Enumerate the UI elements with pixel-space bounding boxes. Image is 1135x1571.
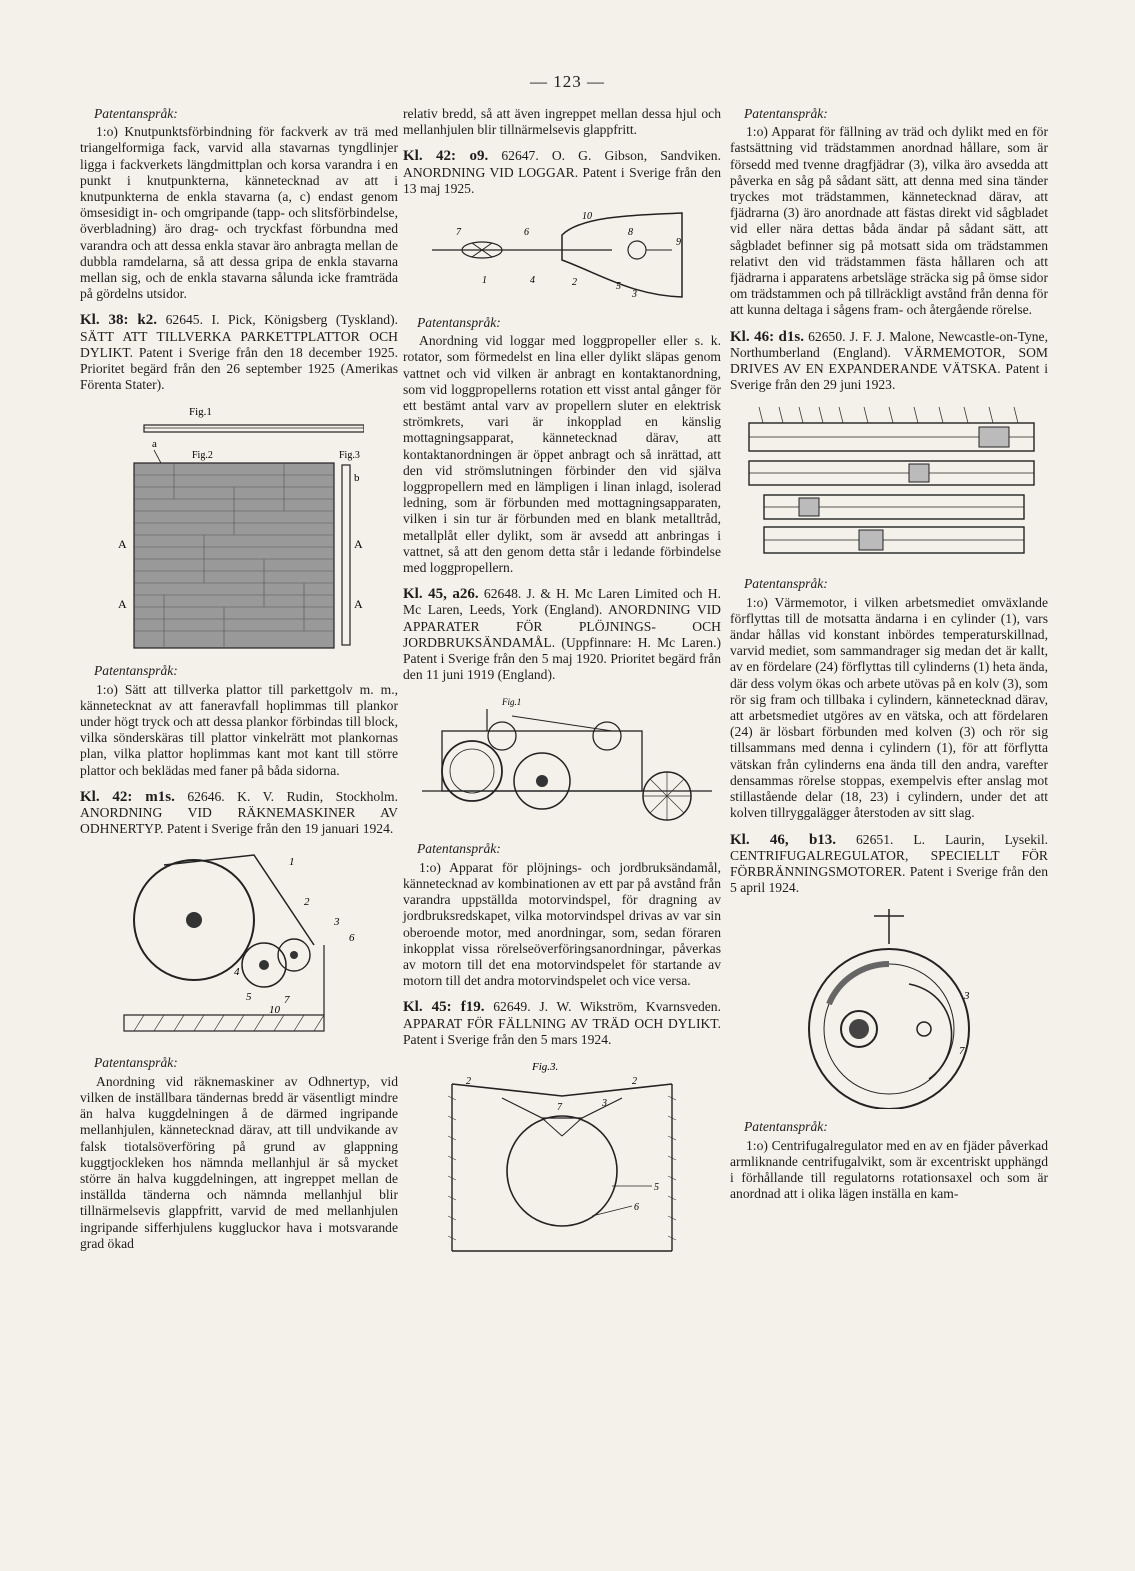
claim-heading: Patentanspråk: — [744, 576, 828, 592]
fig-label: 2 — [466, 1075, 471, 1087]
fig-label: 8 — [628, 227, 633, 239]
fig-label: a — [152, 438, 157, 451]
class-label: Kl. 38: k2. — [80, 312, 158, 329]
figure-regulator — [789, 904, 989, 1109]
entry-text: 62650. J. F. J. Malone, Newcastle-on-Tyne, Northumberland (England). VÄRMEMOTOR, SOM DRIVES AV EN EXPANDERANDE VÄTSKA. Patent i Sverige från den 29 juni 1923. — [730, 328, 1048, 393]
claim-heading: Patentanspråk: — [94, 106, 178, 121]
fig-label: 10 — [582, 211, 592, 223]
fig-label: 4 — [234, 966, 240, 979]
patent-entry — [403, 999, 721, 1048]
fig-label: 9 — [676, 237, 681, 249]
fig-label: 2 — [572, 277, 577, 289]
claim-text: Anordning vid loggar med loggpropeller eller s. k. rotator, som förmedelst en lina eller dylikt släpas genom vattnet och vid vilken är anbragt en kontaktanordning, som vid loggpropellerns rotation ett visst antal gånger för ett bestämt antal varv av propellern sluter en elektrisk strömkrets, vari är inkopplad en känslig mottagningsapparat, kännetecknad därav, att kontaktanordningen är öppet anbragt och så inrättad, att den vid strömslutningen förbinder den vid själva loggpropellern med en lämpligen i linan inlagd, isolerad ledning, som är förbunden med mottagningsapparaten, vilken i sin tur är förbunden med en blank metalltråd, metallplåt eller dylikt, som är avsedd att anbringas i vattnet, så att den genom detta står i ledande förbindelse med loggpropellern. — [403, 333, 721, 576]
claim-text: 1:o) Apparat för plöjnings- och jordbruksändamål, kännetecknad av kombinationen av ett par på avstånd från varandra uppställda motorvindspel, för dragning av jordbruksredskapet, vilka motorvindspel drivas av var sin oberoende motor, med anordningar, som, sedan föraren inkopplat vissa rörelseöverföringsanordningar, påverkas av motorn till det ena motorvindspelet för startande av motorn till det andra motorvindspelet och vice versa. — [403, 859, 721, 989]
continued-text: relativ bredd, så att även ingreppet mellan dessa hjul och mellanhjulen blir tillnärmelsevis glappfritt. — [403, 106, 721, 138]
claim-text: 1:o) Värmemotor, i vilken arbetsmediet omväxlande förflyttas till de motsatta ändarna i en cylinder (1), vars ändar hållas vid konstant inbördes temperaturskillnad, varvid mediet, som sammandrager sig medan det är kallt, av en fördelare (24) förflyttas till cylinderns (1) heta ända, där dess volym ökas och arbete utövas på en kolv (3), som rör sig fram och tillbaka i cylindern, kännetecknad därav, att arbetsmediet utgöres av en vätska, och att fördelaren (24) är lösbart förbunden med kolven (3) och rör sig tillsammans med denna i cylindern (1), för att förflytta vätskan från cylinderns ena ända till den andra, varefter densammas rörelse stoppas, exempelvis efter anslag mot stillastående delar (18, 23) i cylindern, under det att kolven tillryggalägger återstoden av sitt slag. — [730, 594, 1048, 821]
fig-label: b — [354, 472, 360, 485]
fig-label: Fig.2 — [192, 450, 213, 462]
page-number: — 123 — — [530, 72, 605, 91]
claim-heading: Patentanspråk: — [744, 1119, 828, 1135]
claim-heading: Patentanspråk: — [417, 841, 501, 857]
figure-saw — [442, 1056, 682, 1256]
patent-entry — [80, 789, 398, 838]
fig-label: 3 — [632, 289, 637, 301]
figure-logg — [432, 205, 692, 305]
fig-label: Fig.1 — [502, 697, 522, 708]
fig-label: A — [118, 537, 127, 552]
patent-entry — [403, 586, 721, 683]
claim-text: 1:o) Sätt att tillverka plattor till parkettgolv m. m., kännetecknat av att faneravfall hoplimmas till plankor under högt tryck och att dessa plankor förbindas till block, vilka sönderskäras till plattor vinkelrätt mot plankornas plan, vilka plattor hoplimmas kant mot kant till större plattor och beklädas med faner på båda sidorna. — [80, 681, 398, 778]
figure-plow — [412, 691, 712, 831]
claim-text: Anordning vid räknemaskiner av Odhnertyp, vid vilken de inställbara tändernas bredd är väsentligt mindre än halva kuggdelningen å de därmed ingripande mellanhjulen, kännetecknad därav, att till undvikande av falsk tiotalsöverföring på grund av glappning kuggtjockleken hos nämnda mellanhjul är så mycket större än halva kuggdelningen, att ingreppet mellan de inställda tänderna och nämnda mellanhjul blir tillnärmelsevis glappfritt, varvid de med mellanhjulen ingripande sifferhjulens kuggluckor hava i motsvarande grad ökad — [80, 1073, 398, 1251]
class-label: Kl. 46, b13. — [730, 831, 837, 848]
patent-entry — [80, 312, 398, 393]
entry-text: 62646. K. V. Rudin, Stockholm. ANORDNING VID RÄKNEMASKINER AV ODHNERTYP. Patent i Sverige från den 19 januari 1924. — [80, 788, 398, 837]
figure-heat-engine — [739, 401, 1039, 566]
fig-label: 3 — [334, 916, 340, 929]
fig-label: 3 — [602, 1097, 607, 1109]
fig-label: A — [354, 537, 363, 552]
fig-label: 2 — [304, 896, 310, 909]
fig-label: 1 — [482, 275, 487, 287]
figure-parkett — [114, 403, 364, 653]
entry-text: 62651. L. Laurin, Lysekil. CENTRIFUGALREGULATOR, SPECIELLT FÖR FÖRBRÄNNINGSMOTORER. Patent i Sverige från den 5 april 1924. — [730, 831, 1048, 896]
fig-label: 5 — [246, 991, 252, 1004]
claim-heading: Patentanspråk: — [744, 106, 828, 121]
fig-label: Fig.3 — [339, 450, 360, 462]
patent-entry — [403, 148, 721, 197]
entry-text: 62649. J. W. Wikström, Kvarnsveden. APPARAT FÖR FÄLLNING AV TRÄD OCH DYLIKT. Patent i Sverige från den 5 mars 1924. — [403, 999, 722, 1047]
fig-label: 10 — [269, 1004, 280, 1017]
fig-label: 5 — [654, 1181, 659, 1193]
fig-label: 7 — [456, 227, 461, 239]
fig-label: 7 — [959, 1045, 965, 1058]
fig-label: 1 — [289, 856, 295, 869]
fig-label: A — [118, 597, 127, 612]
class-label: Kl. 45: f19. — [403, 999, 485, 1016]
entry-text: 62647. O. G. Gibson, Sandviken. ANORDNING VID LOGGAR. Patent i Sverige från den 13 maj 1925. — [403, 148, 721, 196]
entry-text: 62645. I. Pick, Königsberg (Tyskland). SÄTT ATT TILLVERKA PARKETTPLATTOR OCH DYLIKT. Patent i Sverige från den 18 december 1925. Prioritet begärd från den 26 september 1925 (Amerikas Förenta Stater). — [80, 312, 398, 393]
fig-label: 2 — [632, 1075, 637, 1087]
fig-label: 4 — [530, 275, 535, 287]
claim-heading: Patentanspråk: — [417, 315, 501, 331]
class-label: Kl. 42: m1s. — [80, 788, 175, 805]
class-label: Kl. 46: d1s. — [730, 328, 804, 345]
column-1 — [80, 106, 398, 1252]
patent-entry — [730, 832, 1048, 897]
fig-label: 7 — [284, 994, 290, 1007]
patent-entry — [730, 329, 1048, 394]
class-label: Kl. 42: o9. — [403, 148, 489, 165]
fig-label: Fig.3. — [532, 1060, 559, 1073]
fig-label: 6 — [524, 227, 529, 239]
entry-text: 62648. J. & H. Mc Laren Limited och H. Mc Laren, Leeds, York (England). ANORDNING VID APPARATER FÖR PLÖJNINGS- OCH JORDBRUKSÄNDAMÅL. (Uppfinnare: H. Mc Laren.) Patent i Sverige från den 5 maj 1920. Prioritet begärd från den 11 juni 1919 (England). — [403, 586, 721, 683]
class-label: Kl. 45, a26. — [403, 586, 479, 603]
fig-label: Fig.1 — [189, 406, 212, 419]
fig-label: 3 — [964, 990, 970, 1003]
fig-label: 5 — [616, 281, 621, 293]
claim-text: 1:o) Centrifugalregulator med en av en fjäder påverkad armliknande centrifugalvikt, som är excentriskt upphängd i förhållande till regulatorns rotationsaxel och som är anordnad att i olika lägen inställa en kam- — [730, 1137, 1048, 1202]
claim-heading: Patentanspråk: — [94, 663, 178, 679]
fig-label: A — [354, 597, 363, 612]
claim-text: 1:o) Apparat för fällning av träd och dylikt med en för fastsättning vid trädstammen anordnad hållare, som är försedd med tvenne dragfjädrar (3), vilka äro avsedda att påverka en såg på sådant sätt, att denna med sina tänder tryckes mot trädstammen, kännetecknad därav, att fjädrarna (3) äro anordnade att fästas direkt vid sågbladet vid eller nära dettas båda ändar på sådant sätt, att sågbladet befinner sig på motsatt sida om trädstammen relativt den vid trädstammen fästa hållaren och att fjädrarna i apparatens arbetsläge sträcka sig på ömse sidor om trädstammen och på tillräckligt avstånd från denna för att kunna deltaga i sågens fram- och återgående rörelse. — [730, 124, 1048, 318]
claim-text: 1:o) Knutpunktsförbindning för fackverk av trä med triangelformiga fack, varvid alla stavarnas tyngdlinjer ligga i fackverkets längdmittplan och korsa varandra i en punkt i knutpunkterna, kännetecknad av att i knutpunkterna de enkla stavarna (a, c) endast genom ömsesidigt in- och omgripande (tapp- och slitsförbindelse, överbladning) äro drag- och tryckfast förbundna med varandra och att dessa enkla stavar äro anbragta mellan de dubbla ramdelarna, så att dessa gripa de enkla stavarna mellan sig, och de enkla stavarna sålunda icke framträda på gördelns utsidor. — [80, 124, 398, 302]
fig-label: 6 — [634, 1201, 639, 1213]
column-2 — [403, 106, 721, 1266]
fig-label: 6 — [349, 932, 355, 945]
column-3 — [730, 106, 1048, 1202]
figure-gear — [114, 845, 364, 1045]
claim-heading: Patentanspråk: — [94, 1055, 178, 1071]
fig-label: 7 — [557, 1101, 562, 1113]
